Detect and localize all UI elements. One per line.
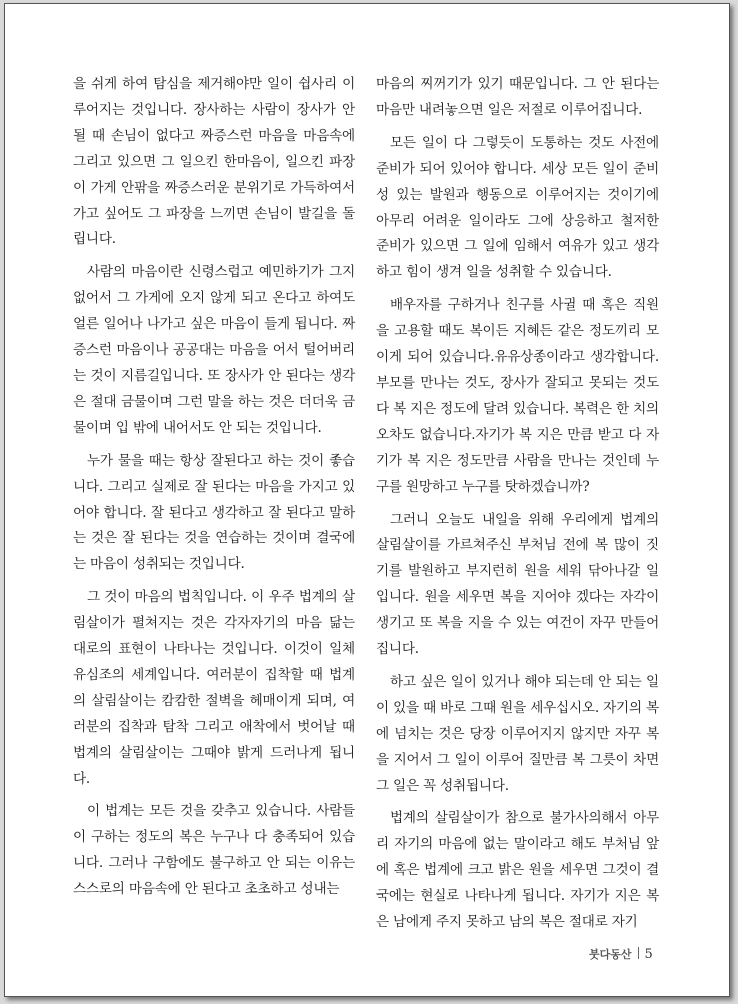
paragraph: 사람의 마음이란 신령스럽고 예민하기가 그지없어서 그 가게에 오지 않게 되고 온다고 하여도 얼른 일어나 나가고 싶은 마음이 들게 됩니다. 짜증스런 마음이나 공공대는 마음을 어서 털어버리는 것이 지름길입니다. 또 장사가 안 된다는 생각은 절대 금물이며 그런 말을 하는 것은 더더욱 금물이며 입 밖에 내어서도 안 되는 것입니다. bbox=[73, 264, 355, 436]
paragraph: 모든 일이 다 그렇듯이 도통하는 것도 사전에 준비가 되어 있어야 합니다. 세상 모든 일이 준비성 있는 발원과 행동으로 이루어지는 것이기에 아무리 어려운 일이라도 그에 상응하고 철저한 준비가 있으면 그 일에 임해서 여유가 있고 생각하고 힘이 생겨 일을 성취할 수 있습니다. bbox=[376, 134, 659, 281]
paragraph: 그러니 오늘도 내일을 위해 우리에게 법계의 살림살이를 가르쳐주신 부처님 전에 복 많이 짓기를 발원하고 부지런히 원을 세워 닦아나갈 일입니다. 원을 세우면 복을 지어야 겠다는 자각이 생기고 또 복을 지을 수 있는 여건이 자꾸 만들어 집니다. bbox=[376, 511, 659, 658]
page bbox=[4, 3, 730, 997]
paragraph: 하고 싶은 일이 있거나 해야 되는데 안 되는 일이 있을 때 바로 그때 원을 세우십시오. 자기의 복에 넘치는 것은 당장 이루어지지 않지만 자꾸 복을 지어서 그 일이 이루어 질만큼 복 그릇이 차면 그 일은 꼭 성취됩니다. bbox=[376, 673, 659, 794]
footer-divider bbox=[638, 947, 639, 959]
right-column bbox=[376, 72, 659, 943]
paragraph: 이 법계는 모든 것을 갖추고 있습니다. 사람들이 구하는 정도의 복은 누구나 다 충족되어 있습니다. 그러나 구함에도 불구하고 안 되는 이유는 스스로의 마음속에 안 된다고 초초하고 성내는 bbox=[73, 803, 355, 898]
left-column bbox=[73, 72, 355, 910]
page-number: 5 bbox=[644, 947, 653, 962]
paragraph: 마음의 찌꺼기가 있기 때문입니다. 그 안 된다는 마음만 내려놓으면 일은 저절로 이루어집니다. bbox=[376, 76, 659, 118]
page-footer bbox=[589, 946, 653, 962]
paragraph: 을 쉬게 하여 탐심을 제거해야만 일이 쉽사리 이루어지는 것입니다. 장사하는 사람이 장사가 안 될 때 손님이 없다고 짜증스런 마음을 마음속에 그리고 있으면 그 일으킨 한마음이, 일으킨 파장이 가게 안팎을 짜증스러운 분위기로 가득하여서 가고 싶어도 그 파장을 느끼면 손님이 발길을 돌립니다. bbox=[73, 76, 355, 248]
paragraph: 그 것이 마음의 법칙입니다. 이 우주 법계의 살림살이가 펼쳐지는 것은 각자자기의 마음 닮는 대로의 표현이 나타나는 것입니다. 이것이 일체유심조의 세계입니다. 여러분이 집착할 때 법계의 살림살이는 캄캄한 절벽을 헤매이게 되며, 여러분의 집착과 탐착 그리고 애착에서 벗어날 때 법계의 살림살이는 그때야 밝게 드러나게 됩니다. bbox=[73, 589, 355, 787]
paragraph: 배우자를 구하거나 친구를 사귈 때 혹은 직원을 고용할 때도 복이든 지혜든 같은 정도끼리 모이게 되어 있습니다.유유상종이라고 생각합니다. 부모를 만나는 것도, 장사가 잘되고 못되는 것도 다 복 지은 정도에 달려 있습니다. 복력은 한 치의 오차도 없습니다.자기가 복 지은 만큼 받고 다 자기가 복 지은 정도만큼 사람을 만나는 것인데 누구를 원망하고 누구를 탓하겠습니까? bbox=[376, 297, 659, 495]
paragraph: 누가 물을 때는 항상 잘된다고 하는 것이 좋습니다. 그리고 실제로 잘 된다는 마음을 가지고 있어야 합니다. 잘 된다고 생각하고 잘 된다고 말하는 것은 잘 된다는 것을 연습하는 것이며 결국에는 마음이 성취되는 것입니다. bbox=[73, 452, 355, 573]
paragraph: 법계의 살림살이가 참으로 불가사의해서 아무리 자기의 마음에 없는 말이라고 해도 부처님 앞에 혹은 법계에 크고 밝은 원을 세우면 그것이 결국에는 현실로 나타나게 됩니다. 자기가 지은 복은 남에게 주지 못하고 남의 복은 절대로 자기 bbox=[376, 810, 659, 931]
publication-title: 붓다동산 bbox=[589, 948, 632, 961]
